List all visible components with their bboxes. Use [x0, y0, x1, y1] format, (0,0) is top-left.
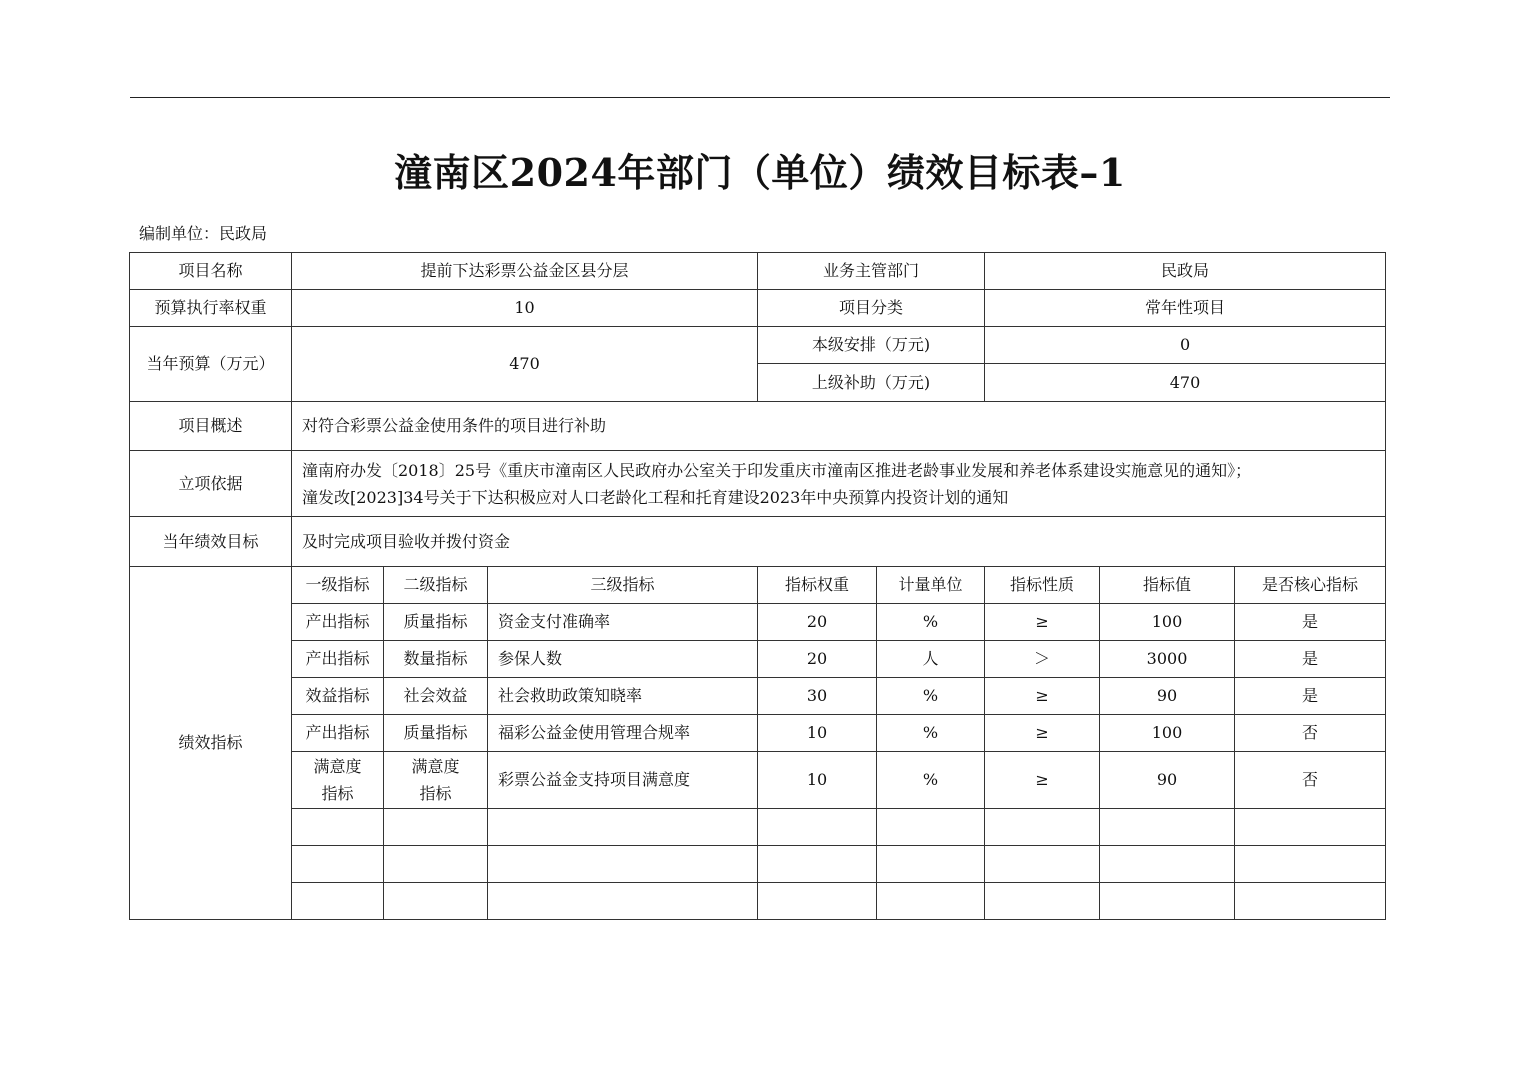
level1-line-1: 满意度	[313, 757, 362, 776]
level2-cell: 质量指标	[384, 604, 488, 641]
header-nature: 指标性质	[985, 567, 1100, 604]
nature-cell: ≥	[985, 752, 1100, 809]
level3-cell: 社会救助政策知晓率	[488, 678, 758, 715]
unit-cell: %	[877, 678, 985, 715]
indicators-section-label: 绩效指标	[130, 567, 292, 920]
empty-row	[130, 846, 1386, 883]
value-cell: 90	[1100, 678, 1235, 715]
basis-line-1: 潼南府办发〔2018〕25号《重庆市潼南区人民政府办公室关于印发重庆市潼南区推进老龄事业发展和养老体系建设实施意见的通知》；	[302, 460, 1252, 480]
core-cell: 是	[1235, 641, 1386, 678]
nature-cell: ＞	[985, 641, 1100, 678]
level1-line-2: 指标	[321, 784, 354, 803]
weight-cell: 10	[758, 715, 877, 752]
nature-cell: ≥	[985, 715, 1100, 752]
value-cell: 100	[1100, 715, 1235, 752]
level2-cell: 质量指标	[384, 715, 488, 752]
basis-line-2: 潼发改[2023]34号关于下达积极应对人口老龄化工程和托育建设2023年中央预算内投资计划的通知	[302, 487, 1009, 507]
row-budget-local	[130, 327, 1386, 364]
budget-label: 当年预算（万元）	[130, 327, 292, 402]
row-basis	[130, 451, 1386, 517]
overview-value: 对符合彩票公益金使用条件的项目进行补助	[292, 402, 1386, 451]
performance-target-table	[129, 252, 1386, 920]
core-cell: 否	[1235, 715, 1386, 752]
header-unit: 计量单位	[877, 567, 985, 604]
row-overview	[130, 402, 1386, 451]
upper-value: 470	[985, 364, 1386, 402]
weight-cell: 20	[758, 604, 877, 641]
unit-cell: %	[877, 604, 985, 641]
empty-row	[130, 883, 1386, 920]
header-weight: 指标权重	[758, 567, 877, 604]
compiler-unit: 编制单位：民政局	[139, 224, 268, 243]
level1-cell: 产出指标	[292, 715, 384, 752]
upper-label: 上级补助（万元)	[758, 364, 985, 402]
weight-cell: 30	[758, 678, 877, 715]
level1-cell	[292, 752, 384, 809]
header-core: 是否核心指标	[1235, 567, 1386, 604]
category-label: 项目分类	[758, 290, 985, 327]
row-exec-weight	[130, 290, 1386, 327]
unit-cell: %	[877, 752, 985, 809]
header-value: 指标值	[1100, 567, 1235, 604]
header-level3: 三级指标	[488, 567, 758, 604]
indicator-header-row	[130, 567, 1386, 604]
header-rule	[130, 97, 1390, 98]
unit-cell: 人	[877, 641, 985, 678]
table-row	[130, 678, 1386, 715]
goal-label: 当年绩效目标	[130, 517, 292, 567]
category-value: 常年性项目	[985, 290, 1386, 327]
weight-cell: 10	[758, 752, 877, 809]
nature-cell: ≥	[985, 678, 1100, 715]
level2-line-2: 指标	[419, 784, 452, 803]
core-cell: 是	[1235, 678, 1386, 715]
table-row	[130, 604, 1386, 641]
header-level1: 一级指标	[292, 567, 384, 604]
dept-label: 业务主管部门	[758, 253, 985, 290]
budget-value: 470	[292, 327, 758, 402]
level2-line-1: 满意度	[411, 757, 460, 776]
exec-weight-label: 预算执行率权重	[130, 290, 292, 327]
level2-cell: 数量指标	[384, 641, 488, 678]
level3-cell: 参保人数	[488, 641, 758, 678]
dept-value: 民政局	[985, 253, 1386, 290]
project-name-value: 提前下达彩票公益金区县分层	[292, 253, 758, 290]
row-project-name	[130, 253, 1386, 290]
level2-cell	[384, 752, 488, 809]
value-cell: 3000	[1100, 641, 1235, 678]
project-name-label: 项目名称	[130, 253, 292, 290]
core-cell: 是	[1235, 604, 1386, 641]
exec-weight-value: 10	[292, 290, 758, 327]
level2-cell: 社会效益	[384, 678, 488, 715]
level3-cell: 福彩公益金使用管理合规率	[488, 715, 758, 752]
basis-value	[292, 451, 1386, 517]
nature-cell: ≥	[985, 604, 1100, 641]
overview-label: 项目概述	[130, 402, 292, 451]
level1-cell: 产出指标	[292, 641, 384, 678]
core-cell: 否	[1235, 752, 1386, 809]
value-cell: 100	[1100, 604, 1235, 641]
goal-value: 及时完成项目验收并拨付资金	[292, 517, 1386, 567]
header-level2: 二级指标	[384, 567, 488, 604]
table-row	[130, 715, 1386, 752]
level1-cell: 产出指标	[292, 604, 384, 641]
table-row	[130, 752, 1386, 809]
unit-cell: %	[877, 715, 985, 752]
local-label: 本级安排（万元)	[758, 327, 985, 364]
level3-cell: 彩票公益金支持项目满意度	[488, 752, 758, 809]
empty-row	[130, 809, 1386, 846]
value-cell: 90	[1100, 752, 1235, 809]
local-value: 0	[985, 327, 1386, 364]
basis-label: 立项依据	[130, 451, 292, 517]
table-row	[130, 641, 1386, 678]
level3-cell: 资金支付准确率	[488, 604, 758, 641]
document-title: 潼南区2024年部门（单位）绩效目标表–1	[394, 150, 1126, 195]
row-goal	[130, 517, 1386, 567]
weight-cell: 20	[758, 641, 877, 678]
level1-cell: 效益指标	[292, 678, 384, 715]
